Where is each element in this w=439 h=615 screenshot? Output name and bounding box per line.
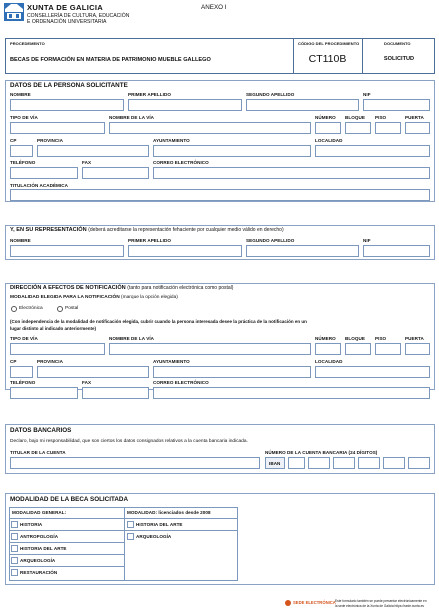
piso-label: PISO <box>375 115 387 120</box>
notif-bloque-label: BLOQUE <box>345 336 365 341</box>
nombre-via-field[interactable] <box>109 122 311 134</box>
entity-field[interactable] <box>308 457 330 469</box>
cp-label: CP <box>10 138 17 143</box>
bloque-field[interactable] <box>345 122 371 134</box>
document-label: DOCUMENTO <box>384 41 411 46</box>
titulacion-field[interactable] <box>10 189 430 201</box>
notif-ayuntamiento-label: AYUNTAMIENTO <box>153 359 190 364</box>
apellido1-field[interactable] <box>128 99 242 111</box>
postal-label: Postal <box>65 306 79 311</box>
dept-line-1: CONSELLERÍA DE CULTURA, EDUCACIÓN <box>27 13 130 19</box>
rep-apellido2-label: SEGUNDO APELLIDO <box>246 238 295 243</box>
rep-nif-field[interactable] <box>363 245 430 257</box>
notif-nombre-via-field[interactable] <box>109 343 311 355</box>
iban-digits-field[interactable] <box>288 457 305 469</box>
dc-field[interactable] <box>358 457 380 469</box>
procedure-label: PROCEDEMENTO <box>10 41 45 46</box>
nombre-field[interactable] <box>10 99 124 111</box>
tipo-via-label: TIPO DE VÍA <box>10 115 38 120</box>
representation-heading: Y, EN SU REPRESENTACIÓN <box>10 227 87 233</box>
xunta-de-galicia-flag-icon <box>4 3 24 21</box>
sede-icon <box>285 600 291 606</box>
titulacion-label: TITULACIÓN ACADÉMICA <box>10 183 68 188</box>
piso-field[interactable] <box>375 122 401 134</box>
notif-fax-label: FAX <box>82 380 92 385</box>
rep-nif-label: NIF <box>363 238 371 243</box>
correo-label: CORREO ELECTRÓNICO <box>153 160 209 165</box>
fax-label: FAX <box>82 160 92 165</box>
representation-title <box>10 227 284 233</box>
dept-line-2: E ORDENACIÓN UNIVERSITARIA <box>27 19 107 25</box>
notif-cp-label: CP <box>10 359 17 364</box>
arqueologia-label: ARQUEOLOGÍA <box>20 558 56 563</box>
notif-numero-label: NÚMERO <box>315 336 336 341</box>
nif-field[interactable] <box>363 99 430 111</box>
puerta-field[interactable] <box>405 122 430 134</box>
modalidad-note: (marque la opción elegida) <box>121 295 178 300</box>
historia-arte-label: HISTORIA DEL ARTE <box>20 546 67 551</box>
general-modality-label: MODALIDAD GENERAL: <box>12 510 67 515</box>
telefono-label: TELÉFONO <box>10 160 36 165</box>
nif-label: NIF <box>363 92 371 97</box>
bank-title: DATOS BANCARIOS <box>10 427 72 434</box>
electronic-radio[interactable] <box>11 306 17 312</box>
footer-note-line-1: Este formulario también se puede presentar electrónicamente en <box>335 599 427 603</box>
provincia-field[interactable] <box>37 145 149 157</box>
notif-ayuntamiento-field[interactable] <box>153 366 311 378</box>
postal-radio[interactable] <box>57 306 63 312</box>
notif-bloque-field[interactable] <box>345 343 371 355</box>
procedure-code-label: CÓDIGO DEL PROCEDIMIENTO <box>298 41 360 46</box>
cuenta-label: NÚMERO DE LA CUENTA BANCARIA (24 DÍGITOS) <box>265 450 378 455</box>
representation-note: (deberá acreditarse la representación fehaciente por cualquier medio válido en derecho) <box>88 227 284 233</box>
rep-apellido1-label: PRIMER APELLIDO <box>128 238 171 243</box>
procedure-title: BECAS DE FORMACIÓN EN MATERIA DE PATRIMONIO MUEBLE GALLEGO <box>10 57 211 63</box>
bloque-label: BLOQUE <box>345 115 365 120</box>
notif-provincia-label: PROVINCIA <box>37 359 63 364</box>
notif-cp-field[interactable] <box>10 366 33 378</box>
telefono-field[interactable] <box>10 167 78 179</box>
restauracion-label: RESTAURACIÓN <box>20 570 58 575</box>
annex-title: ANEXO I <box>201 4 227 11</box>
lic-historia-arte-checkbox[interactable] <box>127 521 134 528</box>
sede-label: SEDE ELECTRÓNICA <box>293 600 336 605</box>
notification-title <box>10 285 233 291</box>
titular-field[interactable] <box>10 457 260 469</box>
account-field-1[interactable] <box>383 457 405 469</box>
arqueologia-checkbox[interactable] <box>11 557 18 564</box>
notification-heading: DIRECCIÓN A EFECTOS DE NOTIFICACIÓN <box>10 285 126 291</box>
applicant-title: DATOS DE LA PERSONA SOLICITANTE <box>10 82 128 89</box>
historia-arte-checkbox[interactable] <box>11 545 18 552</box>
provincia-label: PROVINCIA <box>37 138 63 143</box>
correo-field[interactable] <box>153 167 430 179</box>
modalidad-notificacion-label <box>10 295 178 300</box>
licenciados-modality-label: MODALIDAD: licenciados desde 2008 <box>127 510 211 515</box>
lic-arqueologia-label: ARQUEOLOGÍA <box>136 534 172 539</box>
notif-telefono-label: TELÉFONO <box>10 380 36 385</box>
puerta-label: PUERTA <box>405 115 424 120</box>
notif-correo-label: CORREO ELECTRÓNICO <box>153 380 209 385</box>
notif-tipo-via-label: TIPO DE VÍA <box>10 336 38 341</box>
account-field-2[interactable] <box>408 457 430 469</box>
rep-apellido2-field[interactable] <box>246 245 359 257</box>
notif-piso-label: PISO <box>375 336 387 341</box>
rep-nombre-field[interactable] <box>10 245 124 257</box>
notif-provincia-field[interactable] <box>37 366 149 378</box>
tipo-via-field[interactable] <box>10 122 105 134</box>
modalidad-label: MODALIDAD ELEGIDA PARA LA NOTIFICACIÓN <box>10 295 120 300</box>
document-value: SOLICITUD <box>383 56 415 62</box>
notif-numero-field[interactable] <box>315 343 341 355</box>
nombre-label: NOMBRE <box>10 92 31 97</box>
apellido2-field[interactable] <box>246 99 359 111</box>
fax-field[interactable] <box>82 167 149 179</box>
notif-nombre-via-label: NOMBRE DE LA VÍA <box>109 336 155 341</box>
independence-note-line-1: (Con independencia de la modalidad de notificación elegida, cubrir cuando la persona interesada desee la práctica de la notificación en un <box>10 319 307 324</box>
cp-field[interactable] <box>10 145 33 157</box>
apellido2-label: SEGUNDO APELLIDO <box>246 92 295 97</box>
lic-historia-arte-label: HISTORIA DEL ARTE <box>136 522 183 527</box>
localidad-label: LOCALIDAD <box>315 138 343 143</box>
numero-field[interactable] <box>315 122 341 134</box>
electronic-label: Electrónica <box>19 306 43 311</box>
notif-correo-field[interactable] <box>153 387 430 399</box>
rep-nombre-label: NOMBRE <box>10 238 31 243</box>
ayuntamiento-field[interactable] <box>153 145 311 157</box>
rep-apellido1-field[interactable] <box>128 245 242 257</box>
historia-label: HISTORIA <box>20 522 43 527</box>
historia-checkbox[interactable] <box>11 521 18 528</box>
independence-note-line-2: lugar distinto al indicado anteriormente) <box>10 326 97 331</box>
apellido1-label: PRIMER APELLIDO <box>128 92 171 97</box>
iban-label: IBAN <box>269 461 281 466</box>
notif-localidad-field[interactable] <box>315 366 430 378</box>
bank-declaration: Declaro, bajo mi responsabilidad, que son ciertos los datos consignados relativos a la cuenta bancaria indicada. <box>10 439 248 444</box>
ayuntamiento-label: AYUNTAMIENTO <box>153 138 190 143</box>
numero-label: NÚMERO <box>315 115 336 120</box>
titular-label: TITULAR DE LA CUENTA <box>10 450 66 455</box>
notif-telefono-field[interactable] <box>10 387 78 399</box>
procedure-code: CT110B <box>308 53 347 65</box>
restauracion-checkbox[interactable] <box>11 569 18 576</box>
antropologia-label: ANTROPOLOGÍA <box>20 534 59 539</box>
notif-piso-field[interactable] <box>375 343 401 355</box>
notif-fax-field[interactable] <box>82 387 149 399</box>
lic-arqueologia-checkbox[interactable] <box>127 533 134 540</box>
branch-field[interactable] <box>333 457 355 469</box>
scholarship-title: MODALIDAD DE LA BECA SOLICITADA <box>10 496 129 503</box>
localidad-field[interactable] <box>315 145 430 157</box>
notif-tipo-via-field[interactable] <box>10 343 105 355</box>
notif-localidad-label: LOCALIDAD <box>315 359 343 364</box>
org-name: XUNTA DE GALICIA <box>27 3 104 12</box>
nombre-via-label: NOMBRE DE LA VÍA <box>109 115 155 120</box>
antropologia-checkbox[interactable] <box>11 533 18 540</box>
notif-puerta-label: PUERTA <box>405 336 424 341</box>
notif-puerta-field[interactable] <box>405 343 430 355</box>
notification-title-note: (tanto para notificación electrónica como postal) <box>127 285 234 291</box>
footer-note-line-2: la sede electrónica de la Xunta de Galicia https://sede.xunta.es <box>335 604 424 608</box>
